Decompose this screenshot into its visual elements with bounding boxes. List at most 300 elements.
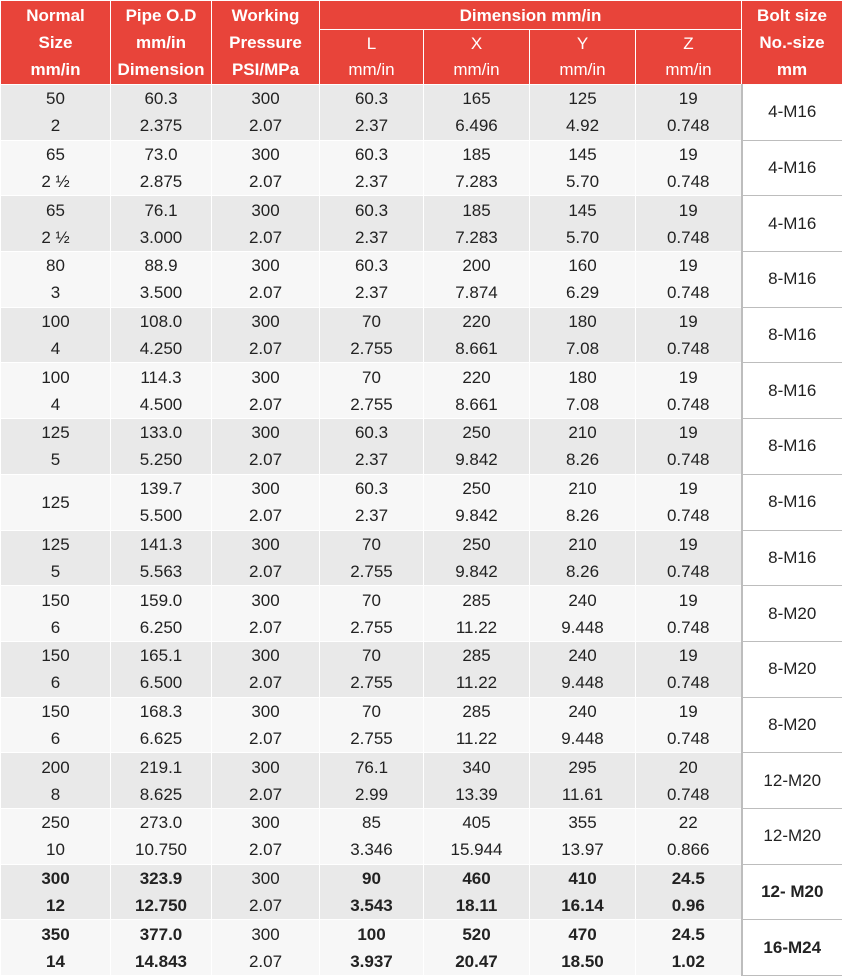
cell-line-1: 76.1 — [354, 757, 389, 777]
cell-line-1: 19 — [678, 89, 698, 109]
cell-line-2: 12.750 — [135, 895, 187, 915]
cell-line-2: 2.07 — [248, 339, 283, 359]
cell-working-pressure — [212, 140, 320, 196]
cell-line-2: 0.96 — [671, 895, 705, 915]
cell-line-2: 2.07 — [248, 116, 283, 136]
cell-line-1: 355 — [568, 813, 597, 833]
cell-dim-l — [320, 307, 424, 363]
cell-line-2: 5.70 — [565, 227, 600, 247]
cell-dim-l — [320, 530, 424, 586]
cell-line-1: 300 — [251, 423, 280, 443]
cell-line-1: 19 — [678, 423, 698, 443]
cell-line-1: 70 — [362, 590, 381, 610]
table-row — [1, 363, 842, 419]
cell-line-2: 6.29 — [565, 283, 600, 303]
cell-line-1: 60.3 — [354, 200, 389, 220]
cell-line-2: 2.37 — [354, 450, 389, 470]
cell-dim-x — [424, 586, 530, 642]
cell-line-2: 9.448 — [561, 617, 604, 637]
cell-normal-size — [1, 697, 111, 753]
cell-dim-y — [530, 140, 636, 196]
cell-line-2: 2.07 — [248, 561, 283, 581]
cell-line-2: 0.748 — [666, 561, 710, 581]
header-dim-l: L mm/in — [320, 30, 424, 85]
cell-working-pressure — [212, 920, 320, 976]
cell-line-1: 19 — [678, 256, 698, 276]
cell-line-2: 8.26 — [565, 561, 600, 581]
cell-line-2: 11.61 — [561, 784, 604, 804]
cell-line-2: 2.07 — [248, 728, 283, 748]
cell-line-1: 210 — [568, 423, 597, 443]
cell-working-pressure — [212, 196, 320, 252]
cell-line-2: 6 — [50, 728, 61, 748]
cell-line-1: 65 — [46, 145, 65, 165]
table-row — [1, 753, 842, 809]
header-normal-size: Normal Size mm/in — [1, 1, 111, 85]
cell-dim-z — [636, 920, 742, 976]
cell-line-2: 8.661 — [455, 339, 498, 359]
cell-line-1: 410 — [568, 868, 597, 888]
cell-line-1: 240 — [568, 590, 597, 610]
cell-line-1: 340 — [462, 757, 491, 777]
cell-line-1: 100 — [41, 312, 70, 332]
cell-dim-x — [424, 753, 530, 809]
cell-dim-y — [530, 641, 636, 697]
cell-dim-z — [636, 85, 742, 141]
cell-dim-z — [636, 419, 742, 475]
cell-line-2: 2.07 — [248, 784, 283, 804]
cell-line-1: 141.3 — [139, 534, 183, 554]
cell-working-pressure — [212, 586, 320, 642]
cell-line-1: 88.9 — [144, 256, 178, 276]
cell-line-1: 220 — [462, 367, 491, 387]
cell-working-pressure — [212, 641, 320, 697]
cell-line-1: 70 — [362, 534, 381, 554]
cell-pipe-od — [111, 252, 212, 308]
cell-line-2: 9.448 — [561, 673, 604, 693]
cell-line-2: 7.08 — [565, 394, 600, 414]
cell-dim-y — [530, 586, 636, 642]
cell-line-2: 2.07 — [248, 394, 283, 414]
table-row — [1, 641, 842, 697]
cell-normal-size — [1, 753, 111, 809]
table-row — [1, 808, 842, 864]
table-row — [1, 920, 842, 976]
cell-line-1: 285 — [462, 701, 491, 721]
cell-normal-size — [1, 140, 111, 196]
cell-pipe-od — [111, 753, 212, 809]
cell-normal-size — [1, 920, 111, 976]
table-row — [1, 586, 842, 642]
cell-pipe-od — [111, 474, 212, 530]
cell-line-2: 2.07 — [248, 172, 283, 192]
cell-line-2: 11.22 — [455, 673, 498, 693]
cell-line-2: 5.563 — [139, 561, 183, 581]
cell-line-1: 24.5 — [671, 924, 705, 944]
cell-line-1: 145 — [568, 200, 597, 220]
cell-dim-z — [636, 363, 742, 419]
cell-line-1: 210 — [568, 479, 597, 499]
cell-line-2: 2.37 — [354, 172, 389, 192]
cell-line-2: 9.842 — [455, 506, 498, 526]
cell-line-2: 12 — [46, 895, 65, 915]
cell-bolt-size: 8-M16 — [742, 252, 842, 308]
cell-line-2: 0.748 — [666, 673, 710, 693]
cell-normal-size — [1, 252, 111, 308]
cell-line-2: 2.07 — [248, 673, 283, 693]
cell-normal-size — [1, 196, 111, 252]
cell-line-2: 3 — [50, 283, 61, 303]
cell-line-2: 2.99 — [354, 784, 389, 804]
cell-line-1: 70 — [362, 367, 381, 387]
cell-line-2: 3.000 — [139, 227, 183, 247]
cell-line-2: 0.748 — [666, 784, 710, 804]
cell-line-1: 220 — [462, 312, 491, 332]
cell-line-1: 300 — [251, 479, 280, 499]
cell-line-1: 60.3 — [354, 256, 389, 276]
cell-line-1: 19 — [678, 534, 698, 554]
cell-dim-z — [636, 252, 742, 308]
cell-line-2: 5 — [50, 561, 61, 581]
cell-line-2: 2.755 — [350, 728, 393, 748]
cell-line-1: 185 — [462, 145, 491, 165]
cell-line-2: 5 — [50, 450, 61, 470]
cell-line-1: 50 — [46, 89, 65, 109]
cell-line-2: 0.748 — [666, 172, 710, 192]
cell-line-1: 200 — [462, 256, 491, 276]
cell-bolt-size: 8-M16 — [742, 419, 842, 475]
cell-line-2: 2.07 — [248, 617, 283, 637]
cell-line-1: 250 — [462, 423, 491, 443]
cell-line-1: 300 — [251, 868, 280, 888]
cell-line-1: 145 — [568, 145, 597, 165]
cell-line-2: 5.500 — [139, 506, 183, 526]
cell-line-1: 300 — [251, 534, 280, 554]
cell-line-2: 4 — [50, 339, 61, 359]
cell-dim-y — [530, 808, 636, 864]
cell-pipe-od — [111, 808, 212, 864]
cell-dim-z — [636, 753, 742, 809]
cell-line-2: 8 — [50, 784, 61, 804]
cell-bolt-size: 8-M20 — [742, 697, 842, 753]
cell-line-1: 460 — [462, 868, 491, 888]
cell-line-1: 19 — [678, 479, 698, 499]
cell-line-2: 2.37 — [354, 116, 389, 136]
cell-line-2: 11.22 — [455, 728, 498, 748]
cell-pipe-od — [111, 641, 212, 697]
table-row — [1, 196, 842, 252]
cell-dim-y — [530, 363, 636, 419]
cell-line-1: 19 — [678, 145, 698, 165]
cell-line-1: 70 — [362, 701, 381, 721]
cell-line-2: 18.11 — [455, 895, 498, 915]
cell-dim-y — [530, 474, 636, 530]
cell-line-1: 125 — [41, 534, 70, 554]
cell-line-1: 60.3 — [354, 479, 389, 499]
cell-line-2: 3.543 — [350, 895, 393, 915]
cell-working-pressure — [212, 252, 320, 308]
cell-line-1: 240 — [568, 701, 597, 721]
cell-line-1: 295 — [568, 757, 597, 777]
cell-bolt-size: 4-M16 — [742, 85, 842, 141]
cell-line-2: 2.37 — [354, 283, 389, 303]
cell-dim-x — [424, 697, 530, 753]
cell-bolt-size: 12-M20 — [742, 753, 842, 809]
cell-line-2: 0.748 — [666, 116, 710, 136]
table-row — [1, 419, 842, 475]
table-row — [1, 474, 842, 530]
cell-pipe-od — [111, 196, 212, 252]
cell-dim-x — [424, 641, 530, 697]
header-dim-y: Y mm/in — [530, 30, 636, 85]
cell-pipe-od — [111, 307, 212, 363]
cell-line-1: 19 — [678, 646, 698, 666]
cell-line-1: 300 — [251, 367, 280, 387]
cell-line-1: 300 — [41, 868, 70, 888]
table-row — [1, 140, 842, 196]
cell-bolt-size: 4-M16 — [742, 196, 842, 252]
cell-line-1: 125 — [41, 423, 70, 443]
cell-line-1: 60.3 — [354, 423, 389, 443]
cell-line-1: 273.0 — [139, 813, 183, 833]
cell-line-2: 2.07 — [248, 840, 283, 860]
cell-dim-l — [320, 196, 424, 252]
cell-line-2: 0.866 — [666, 840, 710, 860]
cell-working-pressure — [212, 307, 320, 363]
cell-line-1: 19 — [678, 590, 698, 610]
cell-line-1: 250 — [41, 813, 70, 833]
cell-line-1: 300 — [251, 89, 280, 109]
cell-line-2: 2.07 — [248, 895, 283, 915]
cell-bolt-size: 8-M16 — [742, 363, 842, 419]
cell-line-2: 13.39 — [455, 784, 498, 804]
cell-line-1: 125 — [568, 89, 597, 109]
cell-line-2: 0.748 — [666, 617, 710, 637]
cell-line-2: 2.375 — [139, 116, 183, 136]
cell-dim-z — [636, 196, 742, 252]
cell-line-1: 24.5 — [671, 868, 705, 888]
cell-line-1: 300 — [251, 200, 280, 220]
cell-working-pressure — [212, 85, 320, 141]
cell-line-2: 0.748 — [666, 339, 710, 359]
cell-line-1: 125 — [41, 492, 70, 512]
cell-pipe-od — [111, 530, 212, 586]
cell-line-2: 0.748 — [666, 728, 710, 748]
cell-line-1: 300 — [251, 646, 280, 666]
cell-line-1: 19 — [678, 367, 698, 387]
table-row — [1, 85, 842, 141]
cell-line-1: 70 — [362, 646, 381, 666]
cell-line-1: 300 — [251, 813, 280, 833]
cell-line-2: 10 — [46, 840, 65, 860]
cell-line-2: 7.08 — [565, 339, 600, 359]
cell-dim-z — [636, 586, 742, 642]
cell-dim-l — [320, 753, 424, 809]
cell-line-2: 6.496 — [455, 116, 498, 136]
cell-line-1: 168.3 — [139, 701, 183, 721]
cell-line-1: 200 — [41, 757, 70, 777]
cell-bolt-size: 12- M20 — [742, 864, 842, 920]
cell-line-2: 3.346 — [350, 840, 393, 860]
table-row — [1, 697, 842, 753]
cell-line-1: 165.1 — [139, 646, 183, 666]
cell-line-1: 300 — [251, 312, 280, 332]
cell-pipe-od — [111, 85, 212, 141]
header-bolt-size: Bolt size No.-size mm — [742, 1, 842, 85]
cell-line-2: 6.625 — [139, 728, 183, 748]
cell-line-2: 2 ½ — [41, 172, 70, 192]
cell-normal-size — [1, 419, 111, 475]
cell-line-2: 3.500 — [139, 283, 183, 303]
cell-dim-l — [320, 641, 424, 697]
cell-line-2: 2.755 — [350, 673, 393, 693]
cell-line-1: 60.3 — [144, 89, 178, 109]
cell-line-1: 300 — [251, 924, 280, 944]
cell-line-1: 185 — [462, 200, 491, 220]
cell-dim-l — [320, 697, 424, 753]
cell-dim-z — [636, 641, 742, 697]
cell-line-2: 0.748 — [666, 227, 710, 247]
cell-normal-size — [1, 307, 111, 363]
cell-line-1: 60.3 — [354, 145, 389, 165]
cell-line-1: 300 — [251, 256, 280, 276]
cell-line-1: 60.3 — [354, 89, 389, 109]
cell-line-2: 13.97 — [561, 840, 604, 860]
cell-line-1: 323.9 — [139, 868, 183, 888]
cell-line-2: 14.843 — [135, 951, 187, 971]
cell-bolt-size: 8-M16 — [742, 307, 842, 363]
cell-bolt-size: 8-M16 — [742, 530, 842, 586]
cell-line-1: 90 — [362, 868, 381, 888]
cell-line-2: 4.500 — [139, 394, 183, 414]
header-dim-x: X mm/in — [424, 30, 530, 85]
cell-dim-x — [424, 474, 530, 530]
cell-line-2: 9.842 — [455, 561, 498, 581]
cell-dim-x — [424, 363, 530, 419]
cell-line-1: 160 — [568, 256, 597, 276]
cell-dim-y — [530, 753, 636, 809]
cell-line-1: 180 — [568, 367, 597, 387]
cell-dim-x — [424, 252, 530, 308]
cell-line-1: 300 — [251, 701, 280, 721]
cell-pipe-od — [111, 363, 212, 419]
cell-working-pressure — [212, 808, 320, 864]
cell-line-2: 7.283 — [455, 172, 498, 192]
cell-working-pressure — [212, 697, 320, 753]
header-working-pressure: Working Pressure PSI/MPa — [212, 1, 320, 85]
cell-line-1: 19 — [678, 200, 698, 220]
cell-dim-l — [320, 419, 424, 475]
cell-line-2: 0.748 — [666, 283, 710, 303]
cell-line-1: 285 — [462, 646, 491, 666]
cell-line-2: 11.22 — [455, 617, 498, 637]
cell-line-1: 139.7 — [139, 479, 183, 499]
cell-line-2: 2 ½ — [41, 227, 70, 247]
cell-dim-l — [320, 363, 424, 419]
table-row — [1, 252, 842, 308]
cell-line-2: 2.755 — [350, 561, 393, 581]
cell-dim-l — [320, 85, 424, 141]
cell-line-2: 2.07 — [248, 951, 283, 971]
cell-line-1: 240 — [568, 646, 597, 666]
cell-line-2: 2.37 — [354, 227, 389, 247]
cell-line-2: 14 — [46, 951, 65, 971]
cell-line-2: 7.874 — [455, 283, 498, 303]
cell-line-2: 8.661 — [455, 394, 498, 414]
cell-line-2: 4.250 — [139, 339, 183, 359]
cell-line-2: 4.92 — [565, 116, 600, 136]
cell-normal-size — [1, 864, 111, 920]
cell-line-2: 2.07 — [248, 227, 283, 247]
cell-line-2: 2.07 — [248, 450, 283, 470]
cell-line-2: 7.283 — [455, 227, 498, 247]
cell-line-1: 180 — [568, 312, 597, 332]
cell-bolt-size: 12-M20 — [742, 808, 842, 864]
cell-line-1: 150 — [41, 646, 70, 666]
cell-line-1: 85 — [362, 813, 381, 833]
cell-line-2: 2.755 — [350, 617, 393, 637]
cell-working-pressure — [212, 474, 320, 530]
cell-dim-y — [530, 697, 636, 753]
cell-line-1: 300 — [251, 145, 280, 165]
cell-dim-x — [424, 920, 530, 976]
cell-dim-x — [424, 419, 530, 475]
cell-dim-y — [530, 920, 636, 976]
cell-line-1: 100 — [357, 924, 386, 944]
cell-line-2: 10.750 — [135, 840, 187, 860]
cell-dim-x — [424, 85, 530, 141]
cell-line-2: 6.250 — [139, 617, 183, 637]
cell-line-2: 2.37 — [354, 506, 389, 526]
cell-pipe-od — [111, 864, 212, 920]
cell-dim-x — [424, 808, 530, 864]
cell-dim-l — [320, 808, 424, 864]
cell-dim-y — [530, 252, 636, 308]
cell-normal-size — [1, 363, 111, 419]
cell-line-1: 165 — [462, 89, 491, 109]
cell-normal-size — [1, 808, 111, 864]
cell-dim-x — [424, 140, 530, 196]
cell-dim-z — [636, 140, 742, 196]
table-body — [1, 85, 842, 976]
cell-dim-z — [636, 307, 742, 363]
cell-line-2: 2.755 — [350, 339, 393, 359]
header-pipe-od: Pipe O.D mm/in Dimension — [111, 1, 212, 85]
cell-line-2: 6 — [50, 673, 61, 693]
cell-line-2: 9.448 — [561, 728, 604, 748]
cell-pipe-od — [111, 419, 212, 475]
cell-line-2: 8.26 — [565, 450, 600, 470]
cell-dim-l — [320, 252, 424, 308]
cell-line-2: 8.625 — [139, 784, 183, 804]
cell-line-1: 76.1 — [144, 200, 178, 220]
cell-line-2: 6 — [50, 617, 61, 637]
cell-bolt-size: 8-M16 — [742, 474, 842, 530]
cell-line-2: 2 — [50, 116, 61, 136]
cell-line-1: 219.1 — [139, 757, 183, 777]
cell-line-2: 6.500 — [139, 673, 183, 693]
cell-dim-y — [530, 530, 636, 586]
cell-dim-x — [424, 864, 530, 920]
cell-line-1: 250 — [462, 479, 491, 499]
cell-pipe-od — [111, 697, 212, 753]
cell-dim-x — [424, 307, 530, 363]
cell-line-2: 20.47 — [455, 951, 498, 971]
cell-line-1: 73.0 — [144, 145, 178, 165]
cell-pipe-od — [111, 586, 212, 642]
cell-line-1: 300 — [251, 590, 280, 610]
cell-dim-z — [636, 864, 742, 920]
